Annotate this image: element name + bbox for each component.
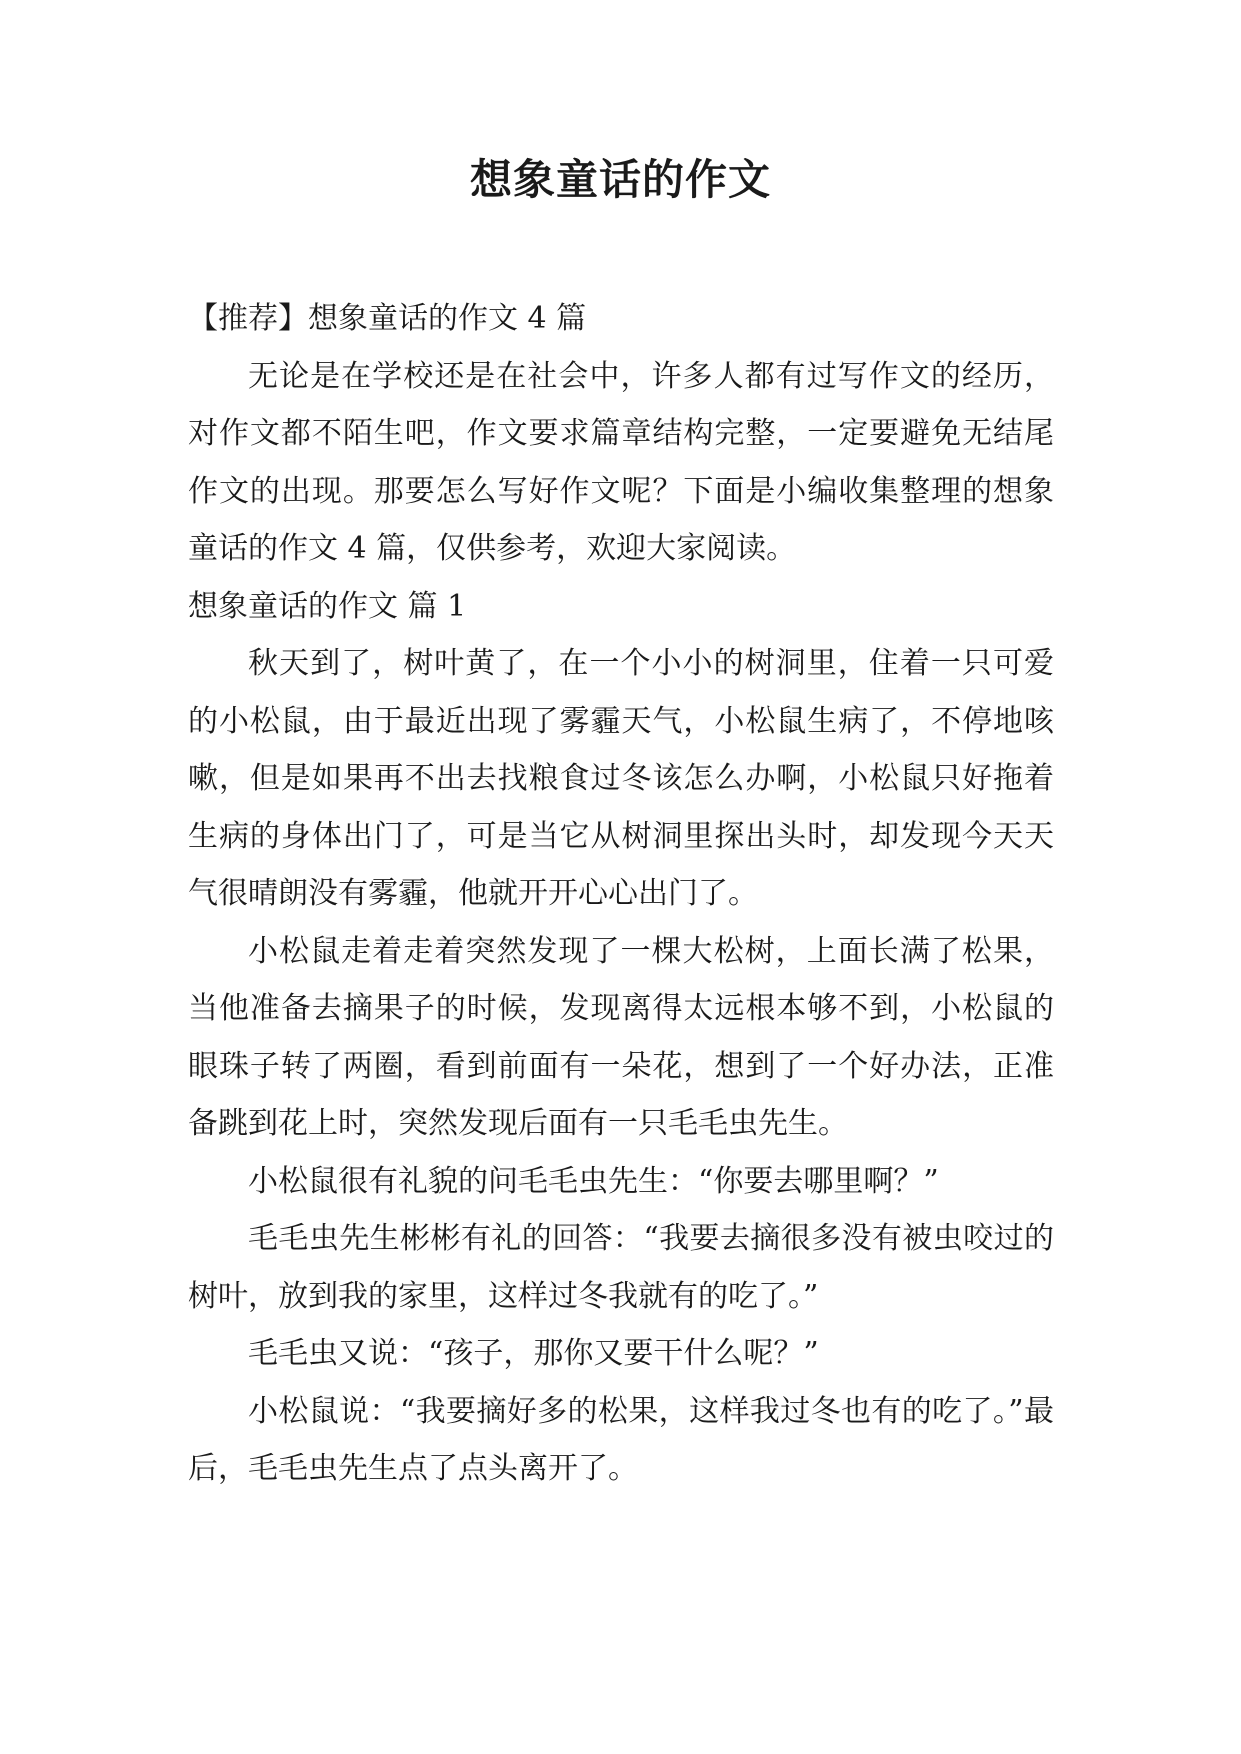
paragraph-recommend: 【推荐】想象童话的作文 4 篇 xyxy=(188,301,587,336)
paragraph-intro: 无论是在学校还是在社会中，许多人都有过写作文的经历，对作文都不陌生吧，作文要求篇章结构完整，一定要避免无结尾作文的出现。那要怎么写好作文呢？下面是小编收集整理的想象童话的作文 4 篇，仅供参考，欢迎大家阅读。 xyxy=(188,358,1054,566)
document-title: 想象童话的作文 xyxy=(469,155,771,204)
paragraph: 秋天到了，树叶黄了，在一个小小的树洞里，住着一只可爱的小松鼠，由于最近出现了雾霾天气，小松鼠生病了，不停地咳嗽，但是如果再不出去找粮食过冬该怎么办啊，小松鼠只好拖着生病的身体出门了，可是当它从树洞里探出头时，却发现今天天气很晴朗没有雾霾，他就开开心心出门了。 xyxy=(188,646,1054,911)
paragraph: 毛毛虫又说：“孩子，那你又要干什么呢？” xyxy=(248,1336,819,1371)
paragraph: 小松鼠走着走着突然发现了一棵大松树，上面长满了松果，当他准备去摘果子的时候，发现离得太远根本够不到，小松鼠的眼珠子转了两圈，看到前面有一朵花，想到了一个好办法，正准备跳到花上时，突然发现后面有一只毛毛虫先生。 xyxy=(188,933,1054,1141)
paragraph: 小松鼠说：“我要摘好多的松果，这样我过冬也有的吃了。”最后，毛毛虫先生点了点头离开了。 xyxy=(188,1393,1054,1486)
document-body xyxy=(188,290,1054,1498)
paragraph: 小松鼠很有礼貌的问毛毛虫先生：“你要去哪里啊？” xyxy=(248,1163,939,1199)
section-heading: 想象童话的作文 篇 1 xyxy=(188,588,467,624)
paragraph: 毛毛虫先生彬彬有礼的回答：“我要去摘很多没有被虫咬过的树叶，放到我的家里，这样过冬我就有的吃了。” xyxy=(188,1221,1054,1314)
